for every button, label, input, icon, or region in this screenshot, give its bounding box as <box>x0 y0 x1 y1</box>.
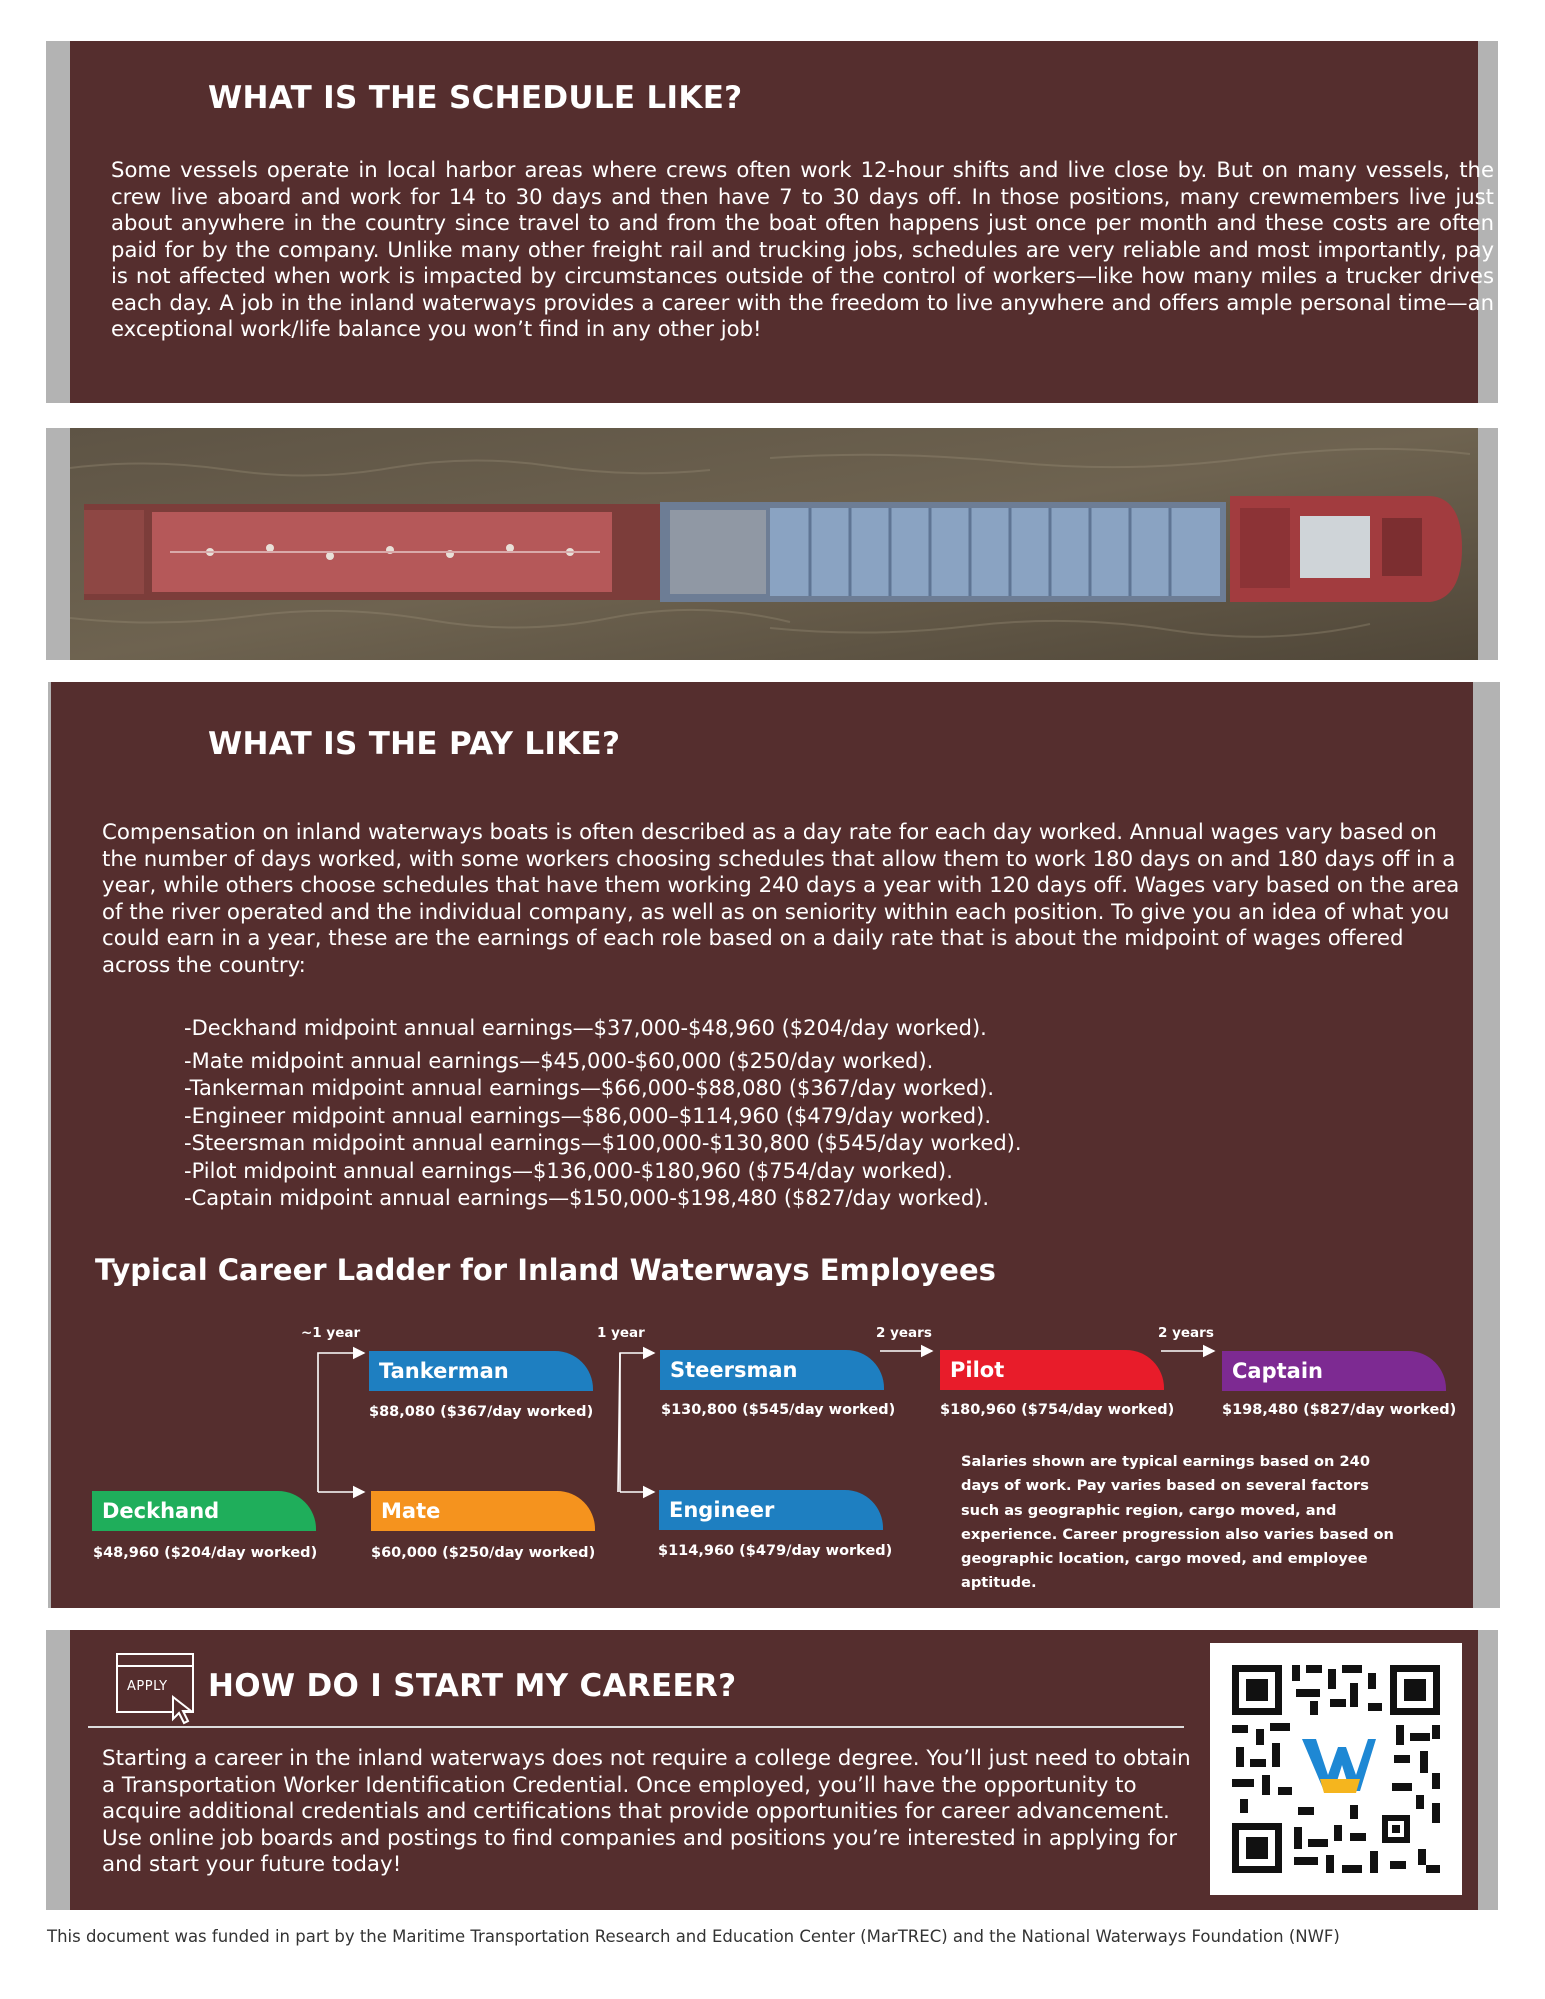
earn-deckhand: $48,960 ($204/day worked) <box>93 1545 318 1561</box>
wage-item-tankerman: -Tankerman midpoint annual earnings—$66,000-$88,080 ($367/day worked). <box>184 1076 995 1100</box>
schedule-body: Some vessels operate in local harbor areas where crews often work 12-hour shifts and live close by. But on many vessels, the crew live aboard and work for 14 to 30 days and then have 7 to 30 days off. In those positions, many crewmembers live just about anywhere in the country since travel to and from the boat often happens just once per month and these costs are often paid for by the company. Unlike many other freight rail and trucking jobs, schedules are very reliable and most importantly, pay is not affected when work is impacted by circumstances outside of the control of workers—like how many miles a trucker drives each day. A job in the inland waterways provides a career with the freedom to live anywhere and offers ample personal time—an exceptional work/life balance you won’t find in any other job! <box>111 157 1494 341</box>
role-steersman: Steersman <box>660 1350 884 1390</box>
start-left-bar <box>46 1630 70 1910</box>
start-heading: HOW DO I START MY CAREER? <box>208 1668 737 1704</box>
start-body: Starting a career in the inland waterways does not require a college degree. You’ll just need to obtain a Transportation Worker Identification Credential. Once employed, you’ll have the opportunity to acquire additional credentials and certifications that provide opportunities for career advancement. Use online job boards and postings to find companies and positions you’re interested in applying for and start your future today! <box>102 1746 1191 1877</box>
role-engineer: Engineer <box>659 1490 883 1530</box>
pay-body: Compensation on inland waterways boats is often described as a day rate for each day worked. Annual wages vary based on the number of days worked, with some workers choosing schedules that allow them to work 180 days on and 180 days off in a year, while others choose schedules that have them working 240 days a year with 120 days off. Wages vary based on the area of the river operated and the individual company, as well as on seniority within each position. To give you an idea of what you could earn in a year, these are the earnings of each role based on a daily rate that is about the midpoint of wages offered across the country: <box>102 820 1460 978</box>
footer-credit: This document was funded in part by the Maritime Transportation Research and Education Center (MarTREC) and the National Waterways Foundation (NWF) <box>47 1927 1340 1946</box>
apply-icon <box>116 1653 194 1713</box>
earn-steersman: $130,800 ($545/day worked) <box>661 1402 896 1418</box>
role-tankerman: Tankerman <box>369 1351 593 1391</box>
earn-engineer: $114,960 ($479/day worked) <box>658 1543 893 1559</box>
start-divider <box>88 1726 1184 1728</box>
wage-item-captain: -Captain midpoint annual earnings—$150,000-$198,480 ($827/day worked). <box>184 1186 990 1210</box>
career-ladder-title: Typical Career Ladder for Inland Waterways Employees <box>95 1253 996 1287</box>
earn-pilot: $180,960 ($754/day worked) <box>940 1402 1175 1418</box>
duration-label-pilot: 2 years <box>1158 1325 1214 1341</box>
wage-item-pilot: -Pilot midpoint annual earnings—$136,000-$180,960 ($754/day worked). <box>184 1159 953 1183</box>
role-mate: Mate <box>371 1491 595 1531</box>
earn-mate: $60,000 ($250/day worked) <box>371 1545 596 1561</box>
apply-icon-text: APPLY <box>127 1679 168 1694</box>
wage-item-mate: -Mate midpoint annual earnings—$45,000-$60,000 ($250/day worked). <box>184 1049 934 1073</box>
earn-tankerman: $88,080 ($367/day worked) <box>369 1404 594 1420</box>
wage-item-steersman: -Steersman midpoint annual earnings—$100,000-$130,800 ($545/day worked). <box>184 1131 1022 1155</box>
salary-note: Salaries shown are typical earnings based on 240 days of work. Pay varies based on several factors such as geographic region, cargo moved, and experience. Career progression also varies based on geographic location, cargo moved, and employee aptitude. <box>961 1453 1394 1592</box>
schedule-heading: WHAT IS THE SCHEDULE LIKE? <box>208 80 743 116</box>
pay-heading: WHAT IS THE PAY LIKE? <box>208 726 621 762</box>
qr-code[interactable] <box>1210 1643 1462 1895</box>
role-deckhand: Deckhand <box>92 1491 316 1531</box>
duration-label-steersman: 2 years <box>876 1325 932 1341</box>
wage-item-deckhand: -Deckhand midpoint annual earnings—$37,000-$48,960 ($204/day worked). <box>184 1016 987 1040</box>
role-pilot: Pilot <box>940 1350 1164 1390</box>
cursor-icon <box>170 1695 196 1725</box>
duration-label-tankerman: 1 year <box>597 1325 645 1341</box>
start-right-bar <box>1478 1630 1498 1910</box>
qr-code-image <box>1210 1643 1462 1895</box>
earn-captain: $198,480 ($827/day worked) <box>1222 1402 1457 1418</box>
role-captain: Captain <box>1222 1351 1446 1391</box>
duration-label-deckhand: ~1 year <box>301 1325 361 1341</box>
wage-item-engineer: -Engineer midpoint annual earnings—$86,000–$114,960 ($479/day worked). <box>184 1104 992 1128</box>
